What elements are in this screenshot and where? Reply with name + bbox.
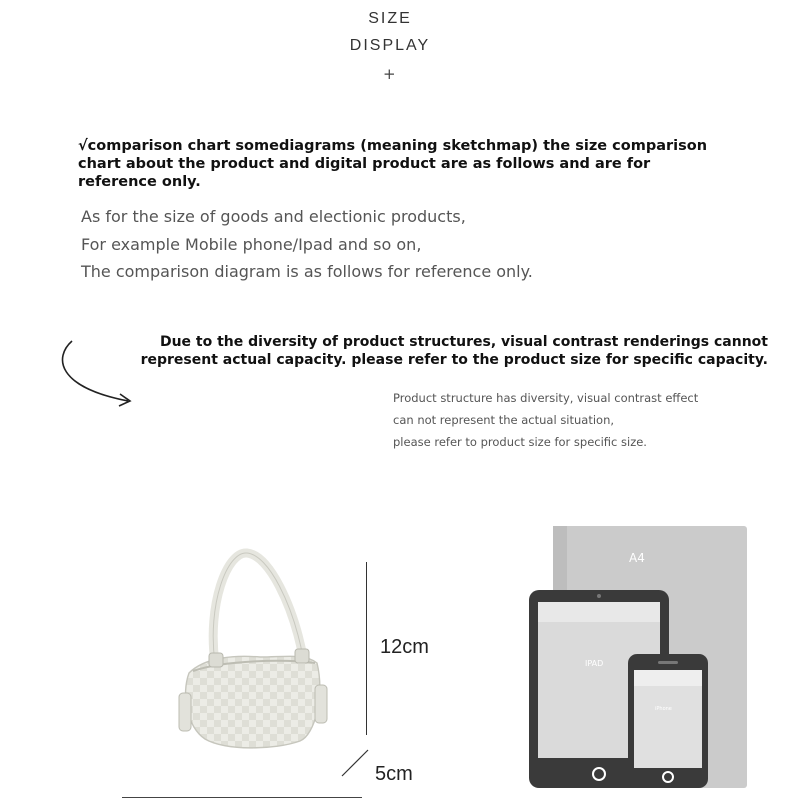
depth-measure-line (340, 748, 370, 778)
reference-line: The comparison diagram is as follows for reference only. (81, 262, 533, 281)
a4-label: A4 (629, 551, 645, 565)
ipad-label: IPAD (585, 659, 604, 668)
plus-mark: + (383, 65, 396, 83)
structure-line: Product structure has diversity, visual contrast effect (393, 391, 699, 405)
structure-line: please refer to product size for specific size. (393, 435, 647, 449)
title-size: SIZE (368, 10, 412, 27)
phone-label: iPhone (655, 706, 672, 712)
reference-note-english (81, 203, 721, 286)
structure-note-english (393, 387, 773, 453)
width-measure-line (122, 797, 362, 798)
title-display: DISPLAY (349, 37, 431, 54)
height-measure-line (366, 562, 367, 735)
diversity-note: Due to the diversity of product structures, visual contrast renderings cannot represent actual capacity. please refer to the product size for specific capacity. (140, 334, 768, 368)
width-dimension: 5cm (375, 763, 413, 785)
height-dimension: 12cm (380, 636, 429, 658)
comparison-note: √comparison chart somediagrams (meaning sketchmap) the size comparison chart about the product and digital product are as follows and are for reference only. (78, 138, 708, 190)
device-comparison-image (525, 520, 755, 795)
reference-line: As for the size of goods and electionic products, (81, 207, 466, 226)
reference-line: For example Mobile phone/Ipad and so on, (81, 234, 422, 254)
structure-line: can not represent the actual situation, (393, 413, 615, 427)
shoulder-bag-image (165, 545, 335, 755)
